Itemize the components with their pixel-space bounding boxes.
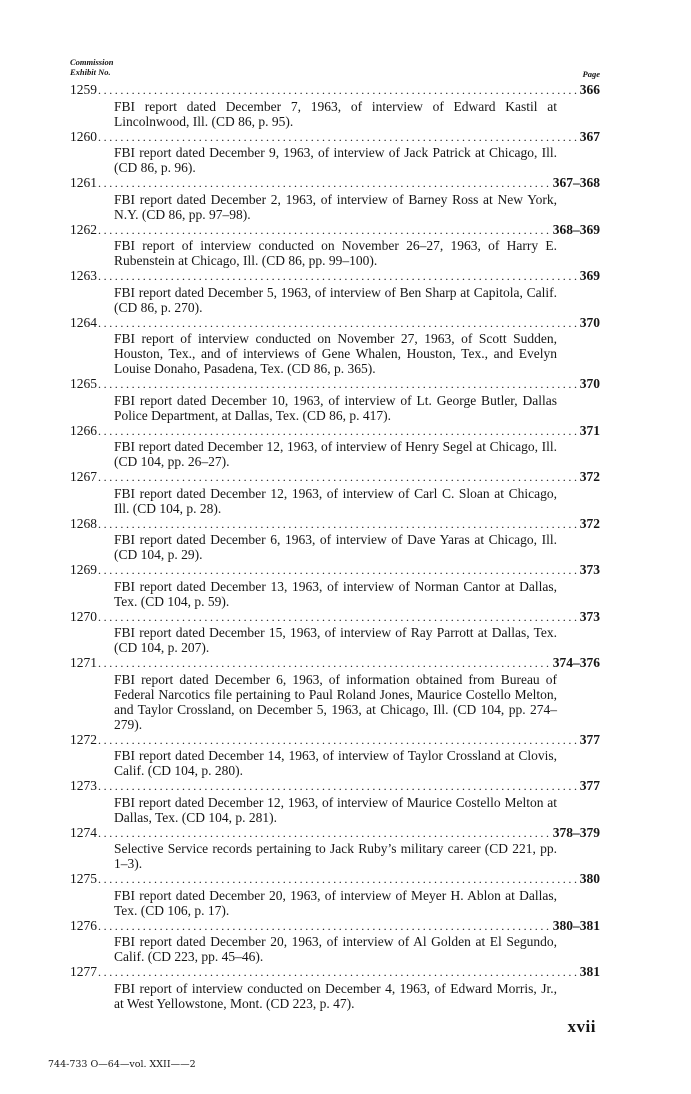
dot-leader	[98, 609, 578, 626]
exhibit-entry	[70, 423, 600, 470]
exhibit-entry-heading	[70, 732, 600, 749]
exhibit-number: 1268	[70, 515, 97, 531]
exhibit-entry-heading	[70, 964, 600, 981]
exhibit-number: 1262	[70, 221, 97, 237]
exhibit-entry	[70, 82, 600, 129]
exhibit-number: 1269	[70, 562, 97, 577]
exhibit-entry-heading	[70, 918, 600, 935]
exhibit-number: 1265	[70, 376, 97, 391]
page-reference: 380–381	[552, 917, 600, 933]
exhibit-number: 1263	[70, 268, 97, 283]
exhibit-number: 1264	[70, 314, 97, 330]
page-reference: 381	[579, 964, 600, 979]
dot-leader	[98, 222, 551, 239]
exhibit-entry	[70, 376, 600, 423]
exhibit-number: 1261	[70, 175, 97, 190]
exhibit-entry	[70, 778, 600, 825]
dot-leader	[98, 562, 578, 579]
exhibit-entry	[70, 964, 600, 1011]
exhibit-description: FBI report dated December 14, 1963, of interview of Taylor Crossland at Clovis, Calif. (CD 104, p. 280).	[114, 748, 557, 778]
exhibit-heading-line1: Commission	[70, 57, 114, 67]
page-reference: 367–368	[552, 175, 600, 190]
exhibit-entry-heading	[70, 825, 600, 842]
exhibit-entry	[70, 871, 600, 918]
exhibit-description: FBI report of interview conducted on November 27, 1963, of Scott Sudden, Houston, Tex., and of interviews of Gene Whalen, Houston, Tex., and Evelyn Louise Donaho, Pasadena, Tex. (CD 86, p. 365).	[114, 331, 557, 376]
exhibit-number: 1260	[70, 128, 97, 144]
dot-leader	[98, 268, 578, 285]
dot-leader	[98, 964, 578, 981]
page-reference: 374–376	[552, 655, 600, 670]
exhibit-entry-heading	[70, 315, 600, 332]
exhibit-entry	[70, 129, 600, 176]
exhibit-description: FBI report dated December 9, 1963, of interview of Jack Patrick at Chicago, Ill. (CD 86, p. 96).	[114, 145, 557, 175]
exhibit-number: 1259	[70, 82, 97, 97]
exhibit-entry	[70, 609, 600, 656]
exhibit-number: 1271	[70, 655, 97, 670]
dot-leader	[98, 732, 578, 749]
dot-leader	[98, 918, 551, 935]
dot-leader	[98, 376, 578, 393]
page-reference: 378–379	[552, 824, 600, 840]
page-reference: 377	[579, 731, 600, 747]
exhibit-number: 1273	[70, 778, 97, 793]
exhibit-number: 1277	[70, 964, 97, 979]
exhibit-description: FBI report dated December 10, 1963, of interview of Lt. George Butler, Dallas Police Department, at Dallas, Tex. (CD 86, p. 417).	[114, 392, 557, 423]
dot-leader	[98, 469, 578, 486]
exhibit-number: 1267	[70, 469, 97, 484]
dot-leader	[98, 778, 578, 795]
dot-leader	[98, 82, 578, 99]
exhibit-entry	[70, 516, 600, 563]
exhibit-description: FBI report dated December 12, 1963, of interview of Henry Segel at Chicago, Ill. (CD 104, pp. 26–27).	[114, 439, 557, 469]
exhibit-entry	[70, 562, 600, 609]
page-column-heading: Page	[582, 69, 600, 79]
page-reference: 372	[579, 469, 600, 484]
exhibit-list	[70, 82, 600, 1011]
exhibit-description: FBI report of interview conducted on November 26–27, 1963, of Harry E. Rubenstein at Chicago, Ill. (CD 86, pp. 99–100).	[114, 238, 557, 268]
exhibit-column-heading	[70, 58, 113, 77]
dot-leader	[98, 825, 551, 842]
exhibit-entry-heading	[70, 222, 600, 239]
exhibit-entry-heading	[70, 609, 600, 626]
exhibit-description: FBI report of interview conducted on December 4, 1963, of Edward Morris, Jr., at West Yellowstone, Mont. (CD 223, p. 47).	[114, 980, 557, 1011]
page-reference: 373	[579, 608, 600, 624]
exhibit-entry-heading	[70, 376, 600, 393]
page-reference: 377	[579, 778, 600, 793]
exhibit-entry-heading	[70, 469, 600, 486]
print-footer: 744-733 O—64—vol. XXII——2	[48, 1059, 196, 1070]
exhibit-description: FBI report dated December 6, 1963, of interview of Dave Yaras at Chicago, Ill. (CD 104, p. 29).	[114, 532, 557, 562]
exhibit-entry-heading	[70, 175, 600, 192]
exhibit-description: FBI report dated December 7, 1963, of interview of Edward Kastil at Lincolnwood, Ill. (CD 86, p. 95).	[114, 98, 557, 129]
dot-leader	[98, 175, 551, 192]
exhibit-heading-line2: Exhibit No.	[70, 66, 111, 77]
exhibit-description: Selective Service records pertaining to Jack Ruby’s military career (CD 221, pp. 1–3).	[114, 841, 557, 871]
exhibit-number: 1270	[70, 608, 97, 624]
exhibit-description: FBI report dated December 15, 1963, of interview of Ray Parrott at Dallas, Tex. (CD 104, p. 207).	[114, 625, 557, 655]
exhibit-description: FBI report dated December 12, 1963, of interview of Maurice Costello Melton at Dallas, Tex. (CD 104, p. 281).	[114, 794, 557, 825]
exhibit-entry-heading	[70, 655, 600, 672]
exhibit-number: 1274	[70, 824, 97, 840]
exhibit-description: FBI report dated December 6, 1963, of information obtained from Bureau of Federal Narcotics file pertaining to Paul Roland Jones, Maurice Costello Melton, and Taylor Crossland, on December 5, 1963, at Chicago, Ill. (CD 104, pp. 274–279).	[114, 671, 557, 732]
exhibit-entry	[70, 918, 600, 965]
page-number: xvii	[567, 1017, 596, 1036]
exhibit-entry-heading	[70, 268, 600, 285]
exhibit-number: 1266	[70, 422, 97, 438]
page-reference: 370	[579, 376, 600, 391]
page-reference: 366	[579, 82, 600, 97]
exhibit-entry	[70, 655, 600, 732]
exhibit-entry	[70, 222, 600, 269]
page-reference: 369	[579, 268, 600, 283]
column-headings	[70, 58, 600, 84]
page-reference: 372	[579, 515, 600, 531]
dot-leader	[98, 871, 578, 888]
page-reference: 367	[579, 128, 600, 144]
page-reference: 373	[579, 562, 600, 577]
exhibit-description: FBI report dated December 2, 1963, of interview of Barney Ross at New York, N.Y. (CD 86, pp. 97–98).	[114, 191, 557, 222]
page-reference: 380	[579, 871, 600, 886]
page-reference: 370	[579, 314, 600, 330]
exhibit-entry	[70, 175, 600, 222]
page-reference: 368–369	[552, 221, 600, 237]
exhibit-entry	[70, 268, 600, 315]
dot-leader	[98, 516, 578, 533]
exhibit-description: FBI report dated December 12, 1963, of interview of Carl C. Sloan at Chicago, Ill. (CD 104, p. 28).	[114, 485, 557, 516]
dot-leader	[98, 315, 578, 332]
exhibit-number: 1272	[70, 731, 97, 747]
dot-leader	[98, 655, 551, 672]
exhibit-description: FBI report dated December 20, 1963, of interview of Al Golden at El Segundo, Calif. (CD 223, pp. 45–46).	[114, 934, 557, 964]
exhibit-number: 1276	[70, 917, 97, 933]
exhibit-entry	[70, 825, 600, 872]
exhibit-entry-heading	[70, 82, 600, 99]
exhibit-description: FBI report dated December 5, 1963, of interview of Ben Sharp at Capitola, Calif. (CD 86, p. 270).	[114, 284, 557, 315]
exhibit-number: 1275	[70, 871, 97, 886]
exhibit-entry-heading	[70, 129, 600, 146]
exhibit-description: FBI report dated December 20, 1963, of interview of Meyer H. Ablon at Dallas, Tex. (CD 106, p. 17).	[114, 887, 557, 918]
exhibit-description: FBI report dated December 13, 1963, of interview of Norman Cantor at Dallas, Tex. (CD 104, p. 59).	[114, 578, 557, 609]
exhibit-entry-heading	[70, 871, 600, 888]
exhibit-entry-heading	[70, 562, 600, 579]
dot-leader	[98, 423, 578, 440]
exhibit-entry-heading	[70, 778, 600, 795]
exhibit-entry	[70, 315, 600, 377]
page-reference: 371	[579, 422, 600, 438]
dot-leader	[98, 129, 578, 146]
exhibit-entry	[70, 469, 600, 516]
exhibit-entry-heading	[70, 423, 600, 440]
exhibit-entry	[70, 732, 600, 779]
exhibit-entry-heading	[70, 516, 600, 533]
